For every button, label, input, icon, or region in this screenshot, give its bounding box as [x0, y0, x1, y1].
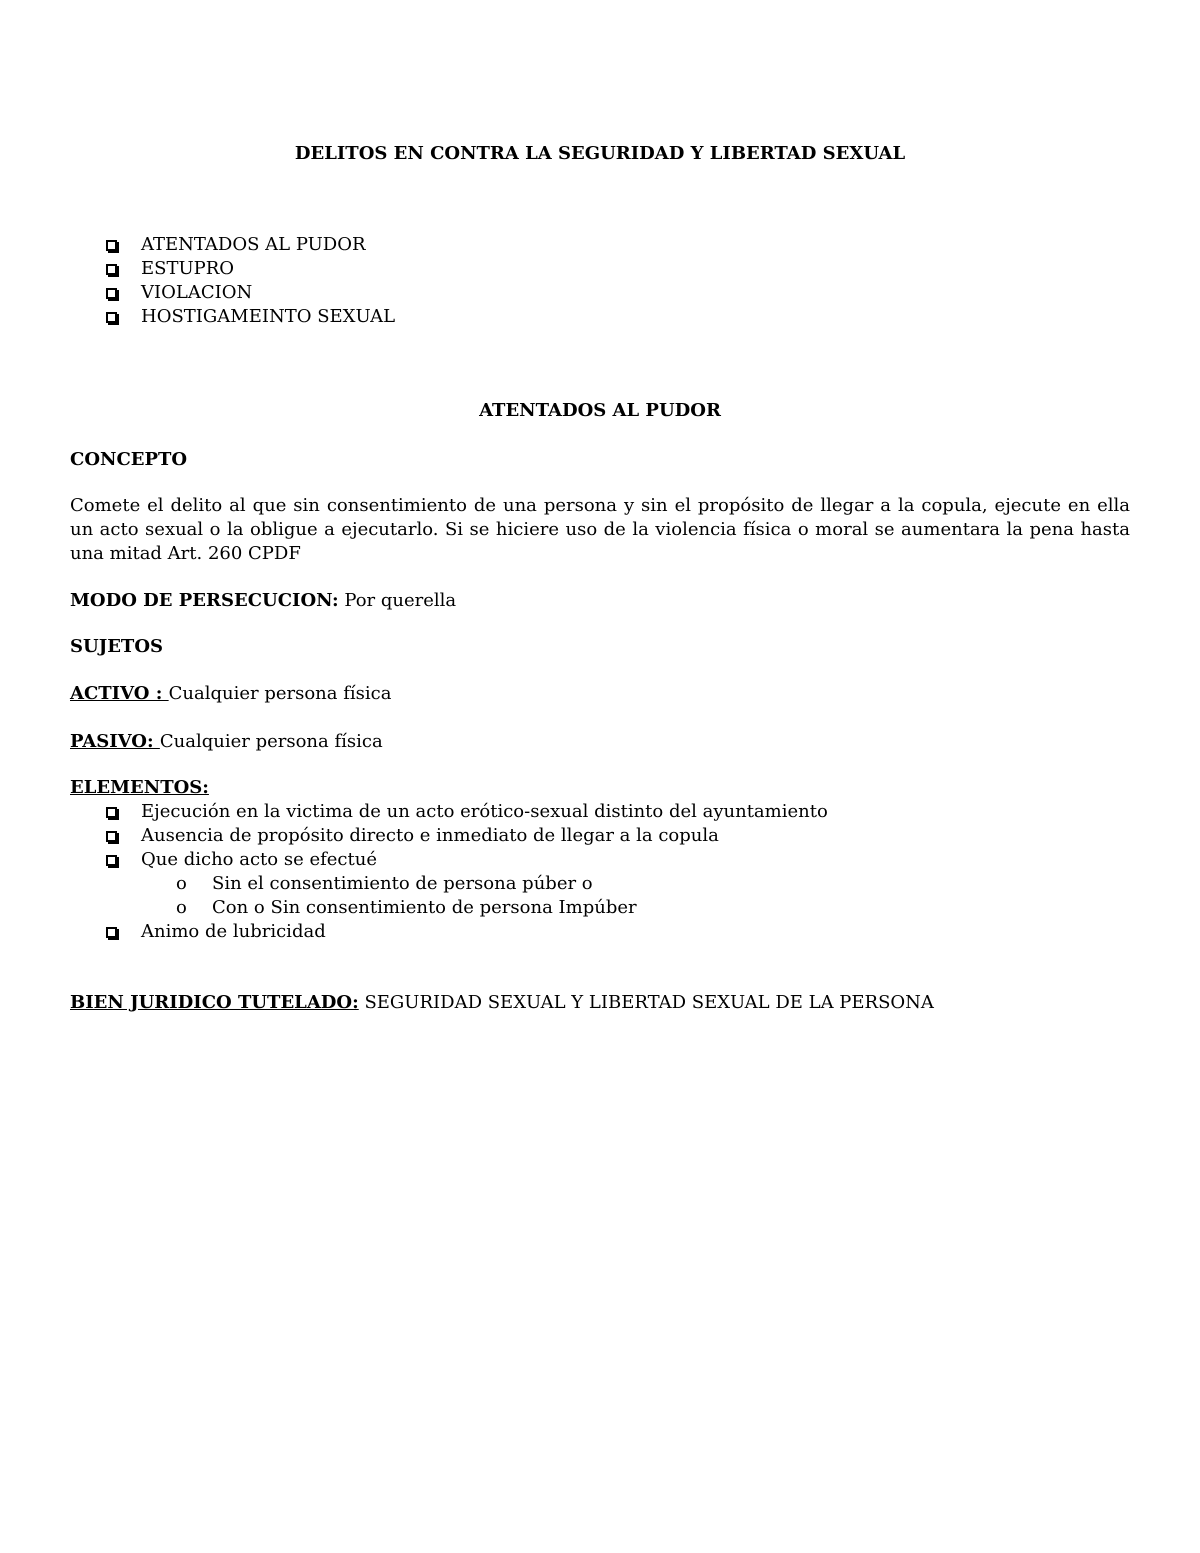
list-item: Ausencia de propósito directo e inmediato de llegar a la copula: [141, 825, 719, 846]
elementos-heading: ELEMENTOS:: [70, 777, 209, 798]
concepto-heading: CONCEPTO: [70, 449, 188, 470]
list-item: VIOLACION: [141, 282, 253, 303]
checkbox-bullet-icon: [106, 288, 117, 299]
modo-persecucion: [70, 589, 456, 613]
circle-bullet-icon: o: [176, 897, 187, 918]
sujeto-activo: [70, 682, 391, 706]
checkbox-bullet-icon: [106, 240, 117, 251]
bien-label: BIEN JURIDICO TUTELADO:: [70, 992, 359, 1013]
list-item: ATENTADOS AL PUDOR: [141, 234, 366, 255]
activo-value: Cualquier persona física: [168, 683, 392, 704]
checkbox-bullet-icon: [106, 927, 117, 938]
modo-label: MODO DE PERSECUCION:: [70, 590, 339, 611]
list-item: Que dicho acto se efectué: [141, 849, 377, 870]
list-item: HOSTIGAMEINTO SEXUAL: [141, 306, 396, 327]
pasivo-label: PASIVO:: [70, 731, 160, 752]
pasivo-value: Cualquier persona física: [159, 731, 383, 752]
circle-bullet-icon: o: [176, 873, 187, 894]
document-title: DELITOS EN CONTRA LA SEGURIDAD Y LIBERTAD SEXUAL: [294, 143, 906, 164]
checkbox-bullet-icon: [106, 807, 117, 818]
section-title: ATENTADOS AL PUDOR: [479, 400, 721, 421]
sujetos-heading: SUJETOS: [70, 636, 164, 657]
checkbox-bullet-icon: [106, 831, 117, 842]
bien-value: SEGURIDAD SEXUAL Y LIBERTAD SEXUAL DE LA PERSONA: [358, 992, 934, 1013]
sub-list-item: Con o Sin consentimiento de persona Impúber: [212, 897, 637, 918]
sujeto-pasivo: [70, 730, 383, 754]
activo-label: ACTIVO :: [70, 683, 169, 704]
bien-juridico: [70, 991, 934, 1015]
checkbox-bullet-icon: [106, 312, 117, 323]
concepto-paragraph: Comete el delito al que sin consentimiento de una persona y sin el propósito de llegar a la copula, ejecute en ella un acto sexual o la obligue a ejecutarlo. Si se hiciere uso de la violencia física o moral se aumentara la pena hasta una mitad Art. 260 CPDF: [70, 495, 1130, 564]
sub-list-item: Sin el consentimiento de persona púber o: [212, 873, 593, 894]
list-item: Ejecución en la victima de un acto erótico-sexual distinto del ayuntamiento: [141, 801, 828, 822]
checkbox-bullet-icon: [106, 855, 117, 866]
checkbox-bullet-icon: [106, 264, 117, 275]
modo-value: Por querella: [344, 590, 457, 611]
list-item: Animo de lubricidad: [141, 921, 326, 942]
list-item: ESTUPRO: [141, 258, 235, 279]
